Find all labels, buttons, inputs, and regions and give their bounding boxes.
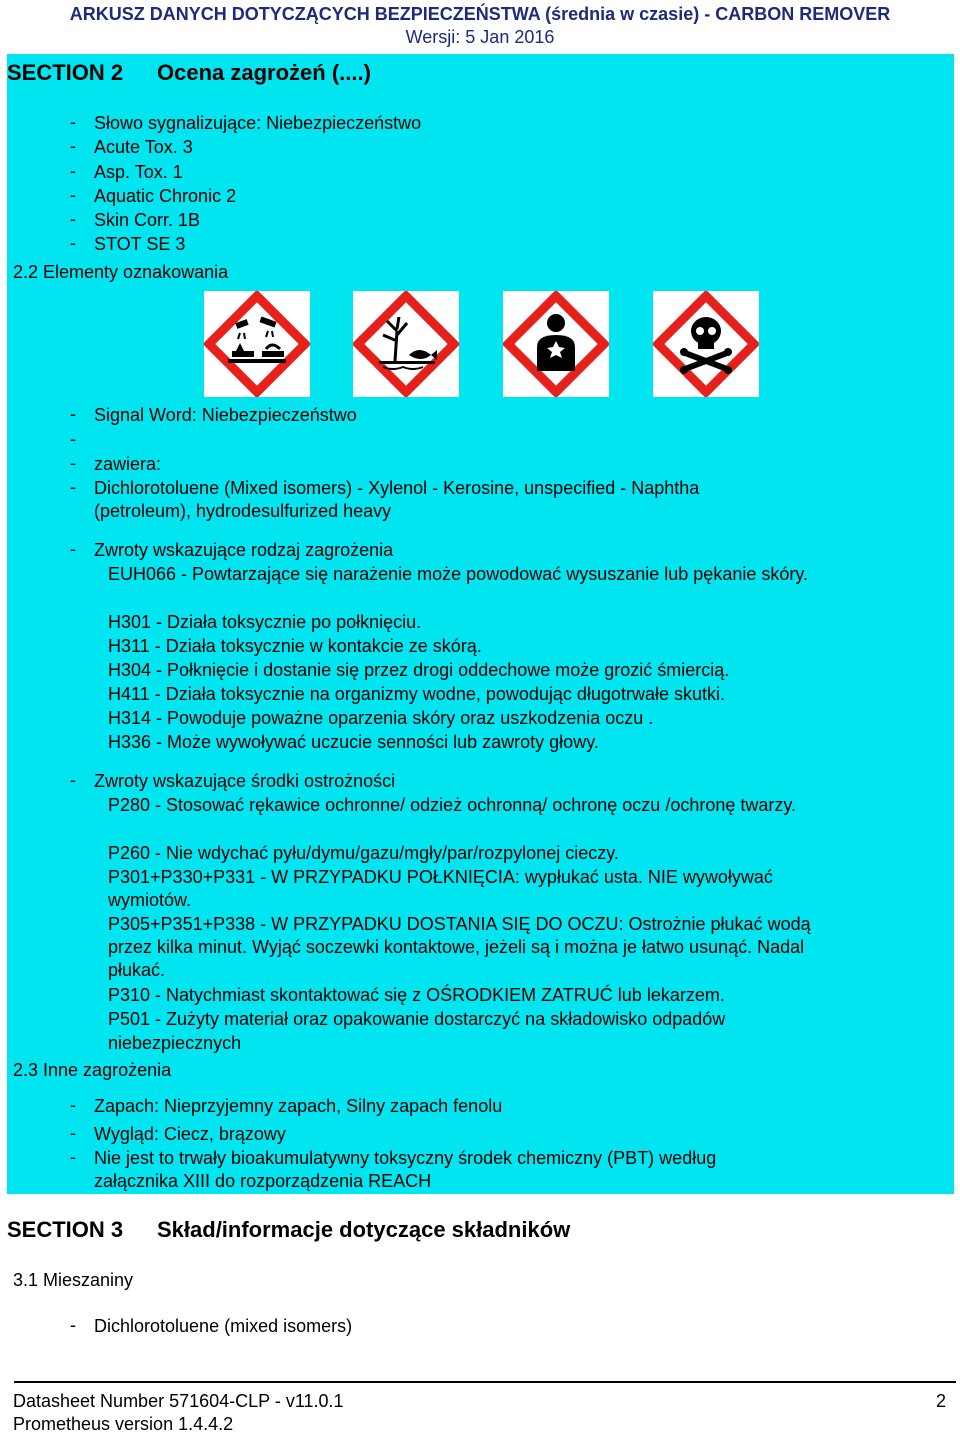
health-hazard-icon	[503, 291, 609, 397]
hazard-statement: H336 - Może wywoływać uczucie senności lub zawroty głowy.	[108, 732, 599, 752]
signal-word: Signal Word: Niebezpieczeństwo	[94, 405, 357, 425]
section-3-heading	[7, 1217, 570, 1243]
list-item: Wygląd: Ciecz, brązowy	[94, 1124, 286, 1144]
list-item: Nie jest to trwały bioakumulatywny toksyczny środek chemiczny (PBT) według	[94, 1148, 717, 1168]
list-item: Asp. Tox. 1	[94, 162, 183, 182]
euh-statement: EUH066 - Powtarzające się narażenie może powodować wysuszanie lub pękanie skóry.	[108, 564, 809, 584]
precaution-statement: P501 - Zużyty materiał oraz opakowanie dostarczyć na składowisko odpadów	[108, 1009, 726, 1029]
mixtures-heading: 3.1 Mieszaniny	[13, 1270, 134, 1290]
prometheus-version: Prometheus version 1.4.4.2	[13, 1414, 234, 1434]
precaution-statement: wymiotów.	[108, 890, 192, 910]
document-version: Wersji: 5 Jan 2016	[405, 27, 555, 47]
list-item: Dichlorotoluene (mixed isomers)	[94, 1316, 353, 1336]
list-item: Słowo sygnalizujące: Niebezpieczeństwo	[94, 113, 422, 133]
section-3-title: Skład/informacje dotyczące składników	[157, 1217, 571, 1242]
section-2-title: Ocena zagrożeń (....)	[157, 60, 371, 85]
list-item: STOT SE 3	[94, 234, 186, 254]
contains-label: zawiera:	[94, 454, 162, 474]
hazard-statements-heading: Zwroty wskazujące rodzaj zagrożenia	[94, 540, 394, 560]
footer-divider	[14, 1381, 956, 1383]
hazard-statement: H411 - Działa toksycznie na organizmy wodne, powodując długotrwałe skutki.	[108, 684, 725, 704]
hazard-statement: H304 - Połknięcie i dostanie się przez drogi oddechowe może grozić śmiercią.	[108, 660, 730, 680]
corrosion-icon	[204, 291, 310, 397]
hazard-statement: H314 - Powoduje poważne oparzenia skóry oraz uszkodzenia oczu .	[108, 708, 654, 728]
skull-crossbones-icon	[653, 291, 759, 397]
hazard-statement: H311 - Działa toksycznie w kontakcie ze skórą.	[108, 636, 482, 656]
section-2-heading	[7, 60, 371, 86]
list-item: Skin Corr. 1B	[94, 210, 201, 230]
precaution-statement: P305+P351+P338 - W PRZYPADKU DOSTANIA SIĘ DO OCZU: Ostrożnie płukać wodą	[108, 914, 811, 934]
list-item: Aquatic Chronic 2	[94, 186, 237, 206]
label-elements-heading: 2.2 Elementy oznakowania	[13, 262, 229, 282]
environment-icon	[353, 291, 459, 397]
page-number: 2	[936, 1391, 947, 1411]
list-item: Zapach: Nieprzyjemny zapach, Silny zapach fenolu	[94, 1096, 503, 1116]
other-hazards-heading: 2.3 Inne zagrożenia	[13, 1060, 172, 1080]
list-item: Acute Tox. 3	[94, 137, 193, 157]
list-item: załącznika XIII do rozporządzenia REACH	[94, 1171, 432, 1191]
precaution-statement: P260 - Nie wdychać pyłu/dymu/gazu/mgły/par/rozpylonej cieczy.	[108, 843, 619, 863]
section-2-number: SECTION 2	[7, 60, 124, 85]
hazard-statement: H301 - Działa toksycznie po połknięciu.	[108, 612, 422, 632]
precaution-statement: P301+P330+P331 - W PRZYPADKU POŁKNIĘCIA: wypłukać usta. NIE wywoływać	[108, 867, 773, 887]
precaution-statement: przez kilka minut. Wyjąć soczewki kontaktowe, jeżeli są i można je łatwo usunąć. Nadal	[108, 937, 805, 957]
datasheet-number: Datasheet Number 571604-CLP - v11.0.1	[13, 1391, 344, 1411]
document-title: ARKUSZ DANYCH DOTYCZĄCYCH BEZPIECZEŃSTWA (średnia w czasie) - CARBON REMOVER	[69, 4, 891, 24]
precaution-statement: płukać.	[108, 960, 166, 980]
contains-line: (petroleum), hydrodesulfurized heavy	[94, 501, 392, 521]
precaution-heading: Zwroty wskazujące środki ostrożności	[94, 771, 396, 791]
precaution-statement: niebezpiecznych	[108, 1033, 242, 1053]
precaution-statement: P310 - Natychmiast skontaktować się z OŚRODKIEM ZATRUĆ lub lekarzem.	[108, 985, 725, 1005]
section-3-number: SECTION 3	[7, 1217, 124, 1242]
contains-line: Dichlorotoluene (Mixed isomers) - Xylenol - Kerosine, unspecified - Naphtha	[94, 478, 700, 498]
precaution-statement: P280 - Stosować rękawice ochronne/ odzież ochronną/ ochronę oczu /ochronę twarzy.	[108, 795, 797, 815]
